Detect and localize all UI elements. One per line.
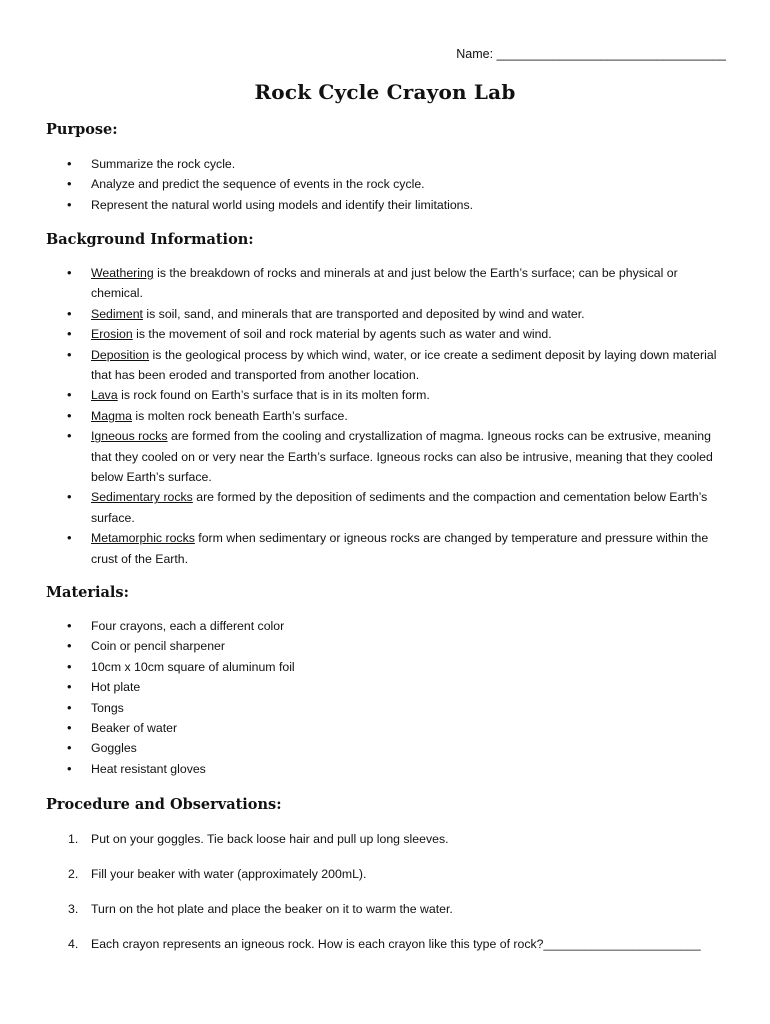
definition-item [0,487,770,528]
definition-text: are formed by the deposition of sediments and the compaction and cementation below Earth’s surface. [91,490,708,525]
definition-item [0,426,770,487]
material-item: • Four crayons, each a different color [0,616,770,636]
step-number: 4. [68,937,79,951]
material-item: • Beaker of water [0,718,770,738]
purpose-heading: Purpose: [46,121,118,138]
definition-text: is molten rock beneath Earth’s surface. [132,408,348,423]
term-magma: Magma [91,408,133,423]
step-text: Turn on the hot plate and place the beaker on it to warm the water. [91,902,453,916]
background-heading: Background Information: [46,231,254,248]
purpose-item: • Analyze and predict the sequence of events in the rock cycle. [0,174,770,194]
name-blank[interactable]: _________________________________ [496,47,726,61]
purpose-item: • Represent the natural world using models and identify their limitations. [0,195,770,215]
procedure-step [0,899,770,919]
step-text: Put on your goggles. Tie back loose hair and pull up long sleeves. [91,832,449,846]
procedure-step [0,934,770,954]
definition-item [0,345,770,386]
term-sediment: Sediment [91,306,143,321]
definition-text: is soil, sand, and minerals that are transported and deposited by wind and water. [142,306,585,321]
material-item: • Tongs [0,698,770,718]
definition-text: is the geological process by which wind, water, or ice create a sediment deposit by laying down material that has been eroded and transported from another location. [91,347,717,383]
materials-list [0,616,770,779]
background-list [0,263,770,569]
definition-text: is rock found on Earth’s surface that is in its molten form. [117,388,430,403]
term-sedimentary-rocks: Sedimentary rocks [91,490,193,505]
definition-text: is the movement of soil and rock material by agents such as water and wind. [132,327,552,342]
name-field-line [456,47,726,61]
purpose-list [0,154,770,215]
step-text: Each crayon represents an igneous rock. How is each crayon like this type of rock?_______________________ [91,937,701,951]
definition-item [0,304,770,324]
term-lava: Lava [91,388,118,403]
procedure-step [0,864,770,884]
term-erosion: Erosion [91,327,133,342]
step-number: 1. [68,832,79,846]
material-item: • 10cm x 10cm square of aluminum foil [0,657,770,677]
definition-item [0,385,770,405]
definition-text: is the breakdown of rocks and minerals at and just below the Earth’s surface; can be physical or chemical. [91,266,678,301]
name-label: Name: [456,47,494,61]
definition-text: are formed from the cooling and crystallization of magma. Igneous rocks can be extrusive, meaning that they cooled on or very near the Earth’s surface. Igneous rocks can also be intrusive, meaning that they cooled below Earth’s surface. [91,429,713,485]
procedure-heading: Procedure and Observations: [46,796,282,813]
step-number: 2. [68,867,79,881]
material-item: • Coin or pencil sharpener [0,636,770,656]
term-weathering: Weathering [91,266,154,280]
materials-heading: Materials: [46,584,129,601]
page-title: Rock Cycle Crayon Lab [254,80,516,104]
definition-item [0,528,770,569]
material-item: • Goggles [0,738,770,758]
definition-item [0,263,770,304]
term-metamorphic-rocks: Metamorphic rocks [91,531,195,546]
definition-item [0,324,770,344]
term-deposition: Deposition [91,347,150,362]
definition-text: form when sedimentary or igneous rocks are changed by temperature and pressure within the crust of the Earth. [91,531,709,566]
step-text: Fill your beaker with water (approximately 200mL). [91,867,367,881]
purpose-item: • Summarize the rock cycle. [0,154,770,174]
term-igneous-rocks: Igneous rocks [91,429,168,444]
step-number: 3. [68,902,79,916]
material-item: • Heat resistant gloves [0,759,770,779]
procedure-steps [0,829,770,969]
material-item: • Hot plate [0,677,770,697]
procedure-step [0,829,770,849]
definition-item [0,406,770,426]
